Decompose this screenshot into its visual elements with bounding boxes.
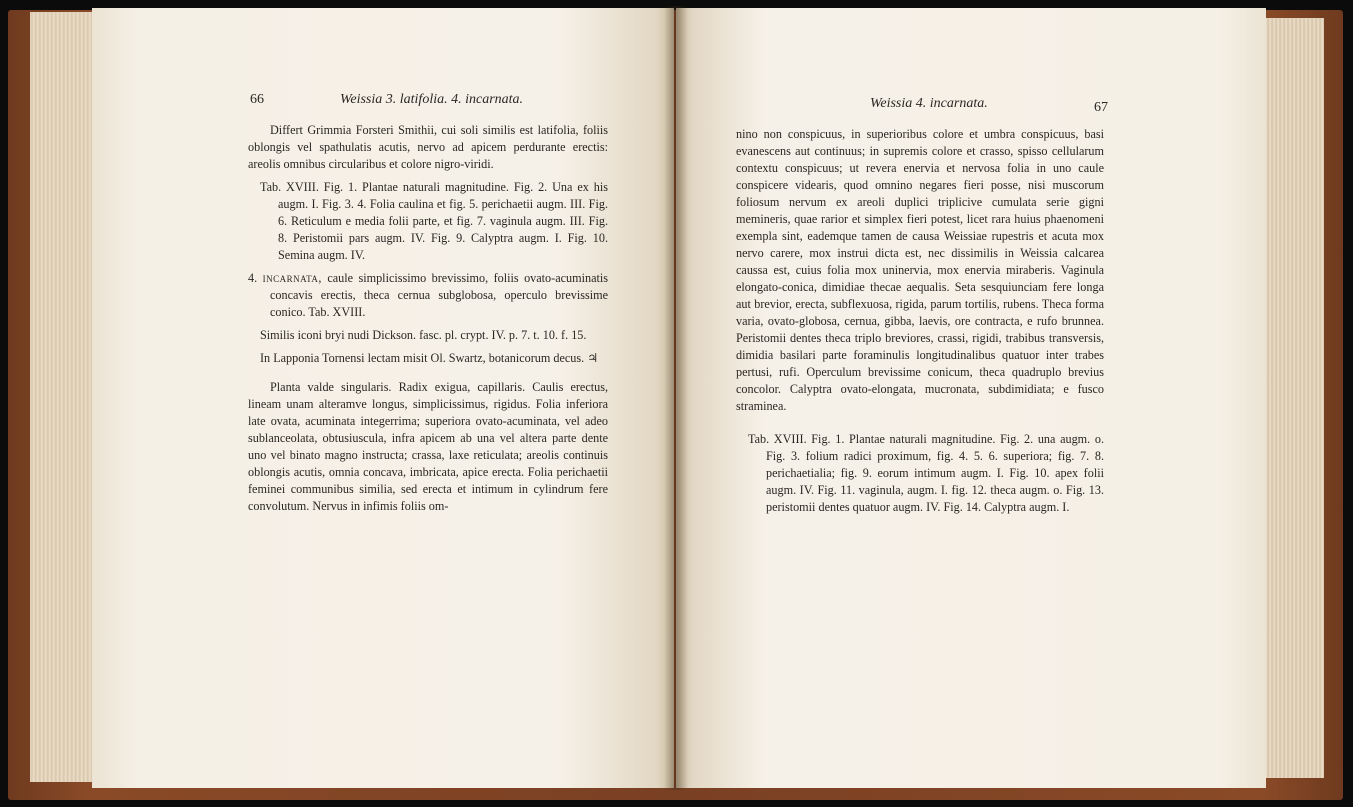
running-head-left: Weissia 3. latifolia. 4. incarnata. bbox=[340, 92, 524, 107]
book-gutter bbox=[664, 6, 688, 790]
right-paragraph-1: nino non conspicuus, in superioribus colore et umbra conspicuus, basi evanescens aut continuus; in supremis colore et crasso, spisso cellularum contextu conspicuus; ut revera enervia et nervosa folia in uno caule conspicere videaris, quod omnino negares fieri posse, nisi muscorum foliosum nervum ex areoli duplici triplicive cumulata serie gigni memineris, quae rarior et simplex fieri potest, licet rara huius phaenomeni exempla sint, eademque tamen de causa Weissiae rupestris et acuta mox nervo carere, mox instrui dicta est, nec dissimilis in Weissia calcarea caussa est, cuius folia mox uninervia, mox enervia miraberis. Vaginula elongato-conica, dimidiae thecae aequalis. Seta sesquiunciam fere longa aut brevior, erecta, subflexuosa, rigida, parum tortilis, rubens. Theca forma varia, ovato-globosa, cernua, gibba, laevis, ore contracta, e rufo brunnea. Peristomii dentes theca triplo breviores, crassi, rigidi, trabibus transversis, dimidia basilari parte foraminulis longitudinalibus quatuor inter trabes pertusi, rufi. Operculum brevissime conicum, theca quadruplo brevius concolor. Calyptra ovato-elongata, mucronata, subdimidiata; e fusco straminea. bbox=[736, 127, 1104, 413]
left-paragraph-3 bbox=[248, 270, 608, 321]
right-text-column bbox=[736, 126, 1104, 516]
right-paragraph-2: Tab. XVIII. Fig. 1. Plantae naturali magnitudine. Fig. 2. una augm. o. Fig. 3. folium radici proximum, fig. 4. 5. 6. superiora; fig. 7. 8. perichaetialia; fig. 9. eorum intimum augm. I. Fig. 10. apex folii augm. IV. Fig. 11. vaginula, augm. I. fig. 12. theca augm. o. Fig. 13. peristomii dentes quatuor augm. IV. Fig. 14. Calyptra augm. I. bbox=[748, 432, 1104, 514]
left-text-column bbox=[248, 122, 608, 515]
species-description: caule simplicissimo brevissimo, foliis ovato-acuminatis concavis erectis, theca cernua subglobosa, operculo brevissime conico. Tab. XVIII. bbox=[270, 271, 609, 319]
left-page bbox=[92, 8, 674, 788]
page-number-right: 67 bbox=[1094, 100, 1108, 115]
species-number: 4. bbox=[248, 271, 258, 285]
right-page bbox=[676, 8, 1266, 788]
left-paragraph-5: In Lapponia Tornensi lectam misit Ol. Swartz, botanicorum decus. ♃ bbox=[260, 351, 599, 365]
left-paragraph-6: Planta valde singularis. Radix exigua, capillaris. Caulis erectus, lineam unam alteramve longus, simplicissimus, rigidus. Folia inferiora late ovata, acuminata integerrima; superiora ovato-acuminata, vel adeo sublanceolata, obtusiuscula, infra apicem ab una vel altera parte dente uno vel binato magno instructa; crassa, laxe reticulata; areolis continuis oblongis acutis, omnia concava, imbricata, apice erecta. Folia perichaetii feminei communibus similia, sed erecta et intimum in cylindrum fere convolutum. Nervus in infimis foliis om- bbox=[248, 380, 608, 513]
running-head-right: Weissia 4. incarnata. bbox=[870, 96, 988, 111]
page-number-left: 66 bbox=[250, 92, 264, 107]
page-edges-left bbox=[30, 12, 100, 782]
left-paragraph-4: Similis iconi bryi nudi Dickson. fasc. pl. crypt. IV. p. 7. t. 10. f. 15. bbox=[260, 328, 587, 342]
left-paragraph-2: Tab. XVIII. Fig. 1. Plantae naturali magnitudine. Fig. 2. Una ex his augm. I. Fig. 3. 4. Folia caulina et fig. 5. perichaetii augm. III. Fig. 6. Reticulum e media folii parte, et fig. 7. vaginula augm. III. Fig. 8. Peristomii pars augm. IV. Fig. 9. Calyptra augm. I. Fig. 10. Semina augm. IV. bbox=[260, 180, 608, 262]
left-paragraph-1: Differt Grimmia Forsteri Smithii, cui soli similis est latifolia, foliis oblongis vel spathulatis acutis, nervo ad apicem perdurante erectis: areolis omnibus circularibus et colore nigro-viridi. bbox=[248, 123, 608, 171]
page-edges-right bbox=[1262, 18, 1324, 778]
species-name: incarnata, bbox=[262, 271, 322, 285]
